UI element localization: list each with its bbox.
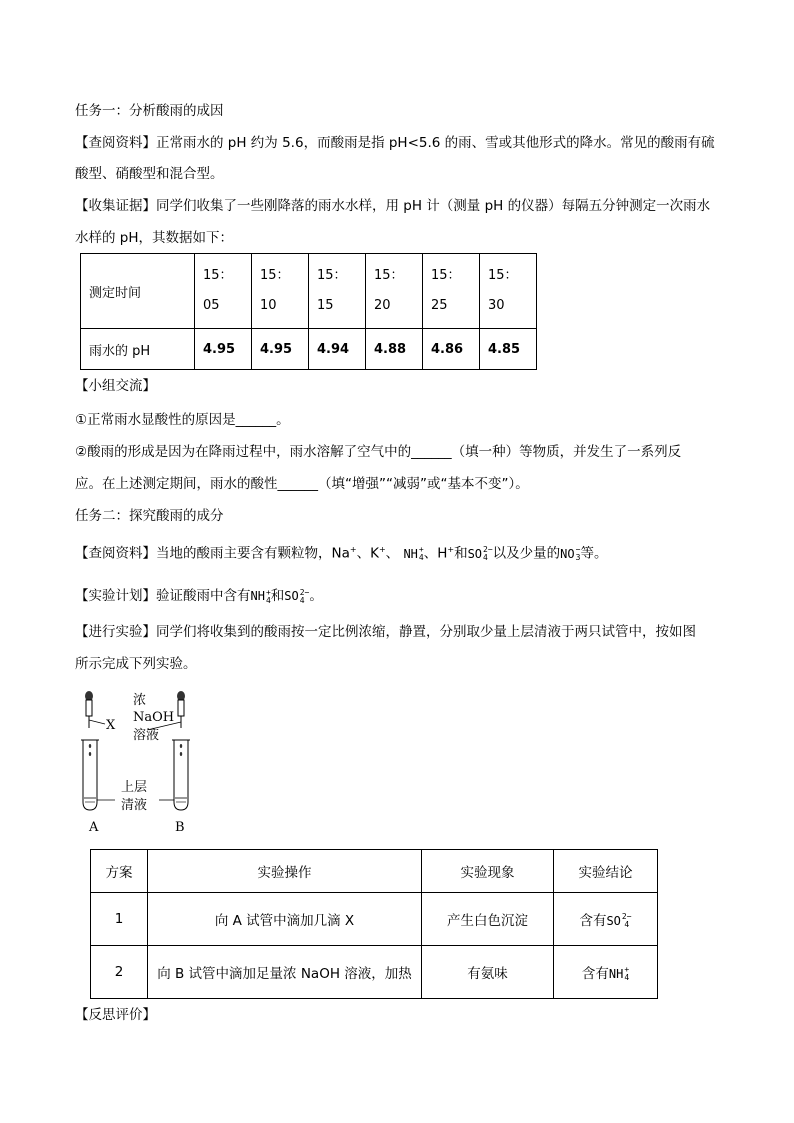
test-tube-diagram: [75, 688, 215, 838]
nitrate-ion: NO − 3: [560, 545, 581, 562]
question-2-line2: 应。在上述测定期间，雨水的酸性______（填“增强”“减弱”或“基本不变”）。: [75, 476, 529, 492]
time-row-label: 测定时间: [81, 254, 195, 329]
collect-text: 同学们收集了一些刚降落的雨水水样，用 pH 计（测量 pH 的仪器）每隔五分钟测定一次雨水: [156, 198, 711, 214]
table-row: [91, 893, 658, 946]
time-cell: 15： 25: [423, 254, 480, 329]
scheme-number: 2: [91, 946, 148, 999]
phenomenon-cell: 产生白色沉淀: [422, 893, 554, 946]
plan-tag: 【实验计划】: [75, 588, 156, 604]
sulfate-ion: SO 2− 4: [467, 545, 493, 562]
operation-cell: 向 B 试管中滴加足量浓 NaOH 溶液，加热: [148, 946, 422, 999]
reflection-tag: 【反思评价】: [75, 1007, 156, 1023]
operation-cell: 向 A 试管中滴加几滴 X: [148, 893, 422, 946]
ph-cell: 4.95: [252, 329, 309, 370]
ammonium-ion: NH + 4: [403, 545, 424, 562]
ph-cell: 4.86: [423, 329, 480, 370]
ph-data-table: [80, 253, 537, 370]
time-cell: 15： 10: [252, 254, 309, 329]
conclusion-cell: 含有SO 2− 4: [554, 893, 658, 946]
reagent-x-label: X: [106, 718, 116, 733]
ammonium-ion: NH + 4: [608, 965, 630, 983]
experiment-paragraph-line1: 【进行实验】同学们将收集到的酸雨按一定比例浓缩，静置，分别取少量上层清液于两只试管中，按如图: [75, 624, 696, 640]
experiment-paragraph-line2: 所示完成下列实验。: [75, 656, 197, 672]
experiment-tag: 【进行实验】: [75, 624, 156, 640]
scheme-number: 1: [91, 893, 148, 946]
plus-sign: +: [447, 545, 455, 554]
supernatant-label-line1: 上层: [121, 780, 148, 795]
task2-lookup-paragraph: 【查阅资料】当地的酸雨主要含有颗粒物，Na+、K+、 NH + 4 、H+和SO 2− 4 以及少量的NO − 3 等。: [75, 545, 608, 562]
plus-sign: +: [349, 545, 357, 554]
table-row: [91, 946, 658, 999]
test-tube-a-icon: [81, 740, 115, 810]
table-row: [81, 254, 537, 329]
time-cell: 15： 30: [480, 254, 537, 329]
time-cell: 15： 20: [366, 254, 423, 329]
header-phenomenon: 实验现象: [422, 850, 554, 893]
supernatant-label-line2: 清液: [121, 798, 148, 813]
table-header-row: [91, 850, 658, 893]
lookup-tag: 【查阅资料】: [75, 135, 156, 151]
header-scheme: 方案: [91, 850, 148, 893]
collect-paragraph-line2: 水样的 pH，其数据如下：: [75, 230, 234, 246]
question-1: ①正常雨水显酸性的原因是______。: [75, 412, 290, 428]
lookup-paragraph-line2: 酸型、硝酸型和混合型。: [75, 166, 224, 182]
task2-lookup-tag: 【查阅资料】: [75, 545, 156, 562]
time-cell: 15： 05: [195, 254, 252, 329]
conclusion-cell: 含有NH + 4: [554, 946, 658, 999]
collect-tag: 【收集证据】: [75, 198, 156, 214]
plan-paragraph: 【实验计划】验证酸雨中含有NH + 4 和SO 2− 4 。: [75, 587, 323, 605]
phenomenon-cell: 有氨味: [422, 946, 554, 999]
sulfate-ion: SO 2− 4: [284, 587, 310, 605]
task1-title: 任务一：分析酸雨的成因: [75, 103, 224, 119]
group-tag: 【小组交流】: [75, 378, 156, 394]
header-conclusion: 实验结论: [554, 850, 658, 893]
ph-cell: 4.88: [366, 329, 423, 370]
ph-cell: 4.95: [195, 329, 252, 370]
ph-row-label: 雨水的 pH: [81, 329, 195, 370]
question-2-line1: ②酸雨的形成是因为在降雨过程中，雨水溶解了空气中的______（填一种）等物质，并发生了一系列反: [75, 444, 682, 460]
test-tube-b-icon: [159, 740, 190, 810]
tube-a-label: A: [89, 820, 99, 835]
task2-title: 任务二：探究酸雨的成分: [75, 508, 224, 524]
table-row: [81, 329, 537, 370]
experiment-table: [90, 849, 658, 999]
header-operation: 实验操作: [148, 850, 422, 893]
lookup-text: 正常雨水的 pH 约为 5.6，而酸雨是指 pH<5.6 的雨、雪或其他形式的降水。常见的酸雨有硫: [156, 135, 715, 151]
time-cell: 15： 15: [309, 254, 366, 329]
ammonium-ion: NH + 4: [250, 587, 271, 605]
tube-b-label: B: [175, 820, 185, 835]
naoh-label-line2: NaOH: [133, 710, 175, 725]
naoh-label-line3: 溶液: [133, 728, 160, 743]
naoh-label-line1: 浓: [133, 693, 147, 708]
plus-sign: +: [378, 545, 386, 554]
dropper-a-icon: [85, 691, 105, 728]
lookup-paragraph-line1: [75, 133, 715, 153]
collect-paragraph-line1: [75, 196, 710, 216]
ph-cell: 4.94: [309, 329, 366, 370]
sulfate-ion: SO 2− 4: [606, 912, 632, 930]
ph-cell: 4.85: [480, 329, 537, 370]
